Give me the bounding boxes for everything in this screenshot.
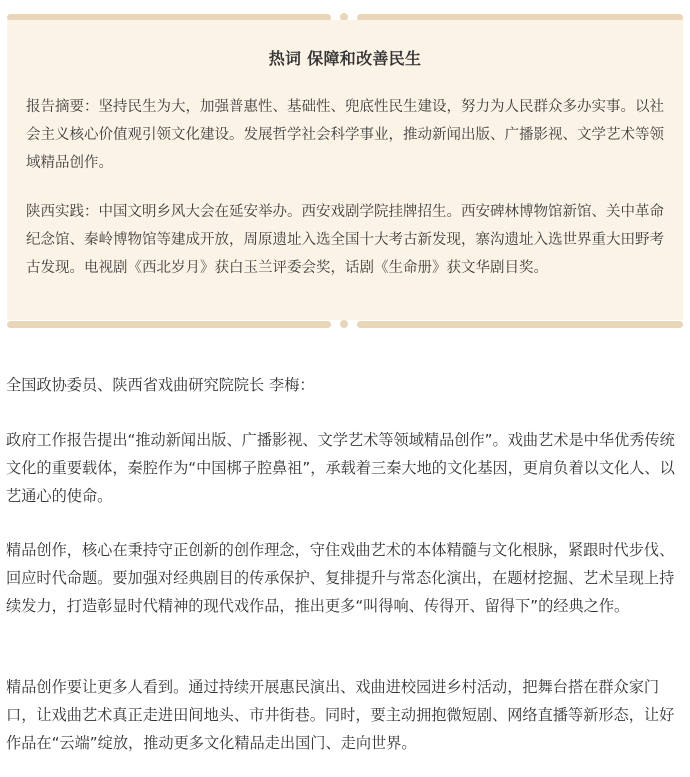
divider-bar-right <box>357 321 683 328</box>
hot-topic-box <box>7 20 683 320</box>
article-paragraph: 政府工作报告提出“推动新闻出版、广播影视、文学艺术等领域精品创作”。戏曲艺术是中华优秀传统文化的重要载体，秦腔作为“中国梆子腔鼻祖”，承载着三秦大地的文化基因，更肩负着以文化人、以艺通心的使命。 <box>6 431 675 505</box>
article-paragraph: 精品创作要让更多人看到。通过持续开展惠民演出、戏曲进校园进乡村活动，把舞台搭在群众家门口，让戏曲艺术真正走进田间地头、市井街巷。同时，要主动拥抱微短剧、网络直播等新形态，让好作品在“云端”绽放，推动更多文化精品走出国门、走向世界。 <box>6 678 675 752</box>
divider-bar-left <box>7 321 331 328</box>
box-bottom-divider <box>0 319 690 329</box>
speaker-line: 全国政协委员、陕西省戏曲研究院院长 李梅： <box>6 376 315 394</box>
divider-dot <box>340 320 348 328</box>
report-summary-paragraph: 报告摘要：坚持民生为大，加强普惠性、基础性、兜底性民生建设，努力为人民群众多办实事。以社会主义核心价值观引领文化建设。发展哲学社会科学事业，推动新闻出版、广播影视、文学艺术等领域精品创作。 <box>26 99 664 171</box>
article-paragraph: 精品创作，核心在秉持守正创新的创作理念，守住戏曲艺术的本体精髓与文化根脉，紧跟时代步伐、回应时代命题。要加强对经典剧目的传承保护、复排提升与常态化演出，在题材挖掘、艺术呈现上持续发力，打造彰显时代精神的现代戏作品，推出更多“叫得响、传得开、留得下”的经典之作。 <box>6 541 675 615</box>
shaanxi-practice-paragraph: 陕西实践：中国文明乡风大会在延安举办。西安戏剧学院挂牌招生。西安碑林博物馆新馆、关中革命纪念馆、秦岭博物馆等建成开放，周原遗址入选全国十大考古新发现，寨沟遗址入选世界重大田野考古发现。电视剧《西北岁月》获白玉兰评委会奖，话剧《生命册》获文华剧目奖。 <box>26 204 664 276</box>
hot-topic-title: 热词 保障和改善民生 <box>268 49 422 68</box>
